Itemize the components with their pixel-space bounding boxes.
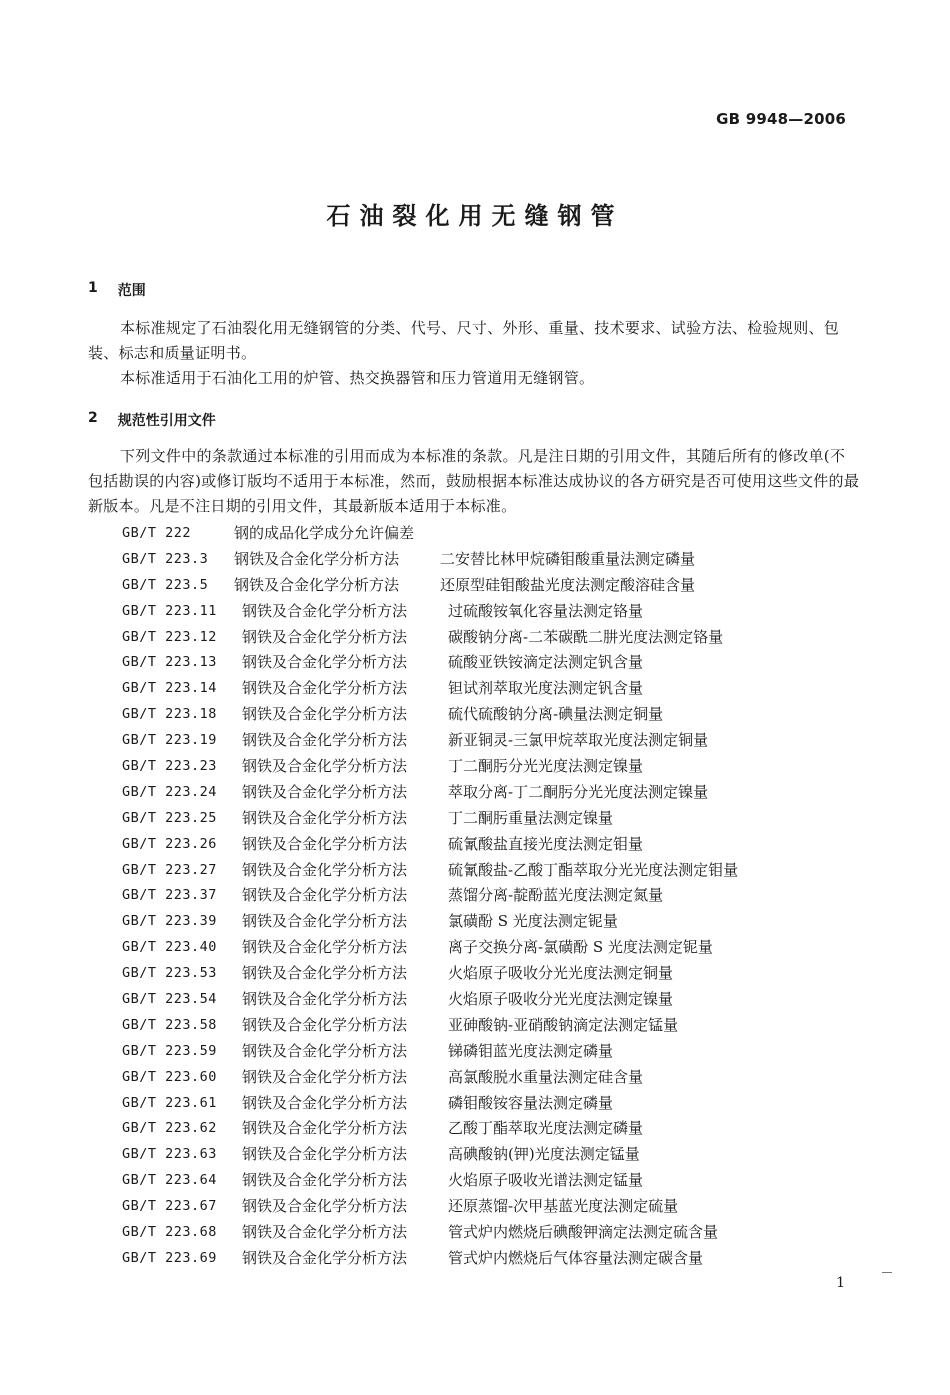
reference-method: 管式炉内燃烧后碘酸钾滴定法测定硫含量 [448,1223,719,1242]
scope-paragraph-2: 本标准适用于石油化工用的炉管、热交换器管和压力管道用无缝钢管。 [120,369,595,387]
reference-series: 钢铁及合金化学分析方法 [242,1067,408,1086]
standard-code: GB 9948—2006 [716,110,846,128]
reference-item [122,1168,738,1194]
reference-series: 钢铁及合金化学分析方法 [242,782,408,801]
reference-series: 钢铁及合金化学分析方法 [242,860,408,879]
reference-item [122,547,738,573]
reference-item [122,573,738,599]
reference-series: 钢铁及合金化学分析方法 [242,601,408,620]
reference-item [122,935,738,961]
reference-code: GB/T 223.23 [122,758,217,775]
reference-code: GB/T 223.19 [122,732,217,749]
reference-code: GB/T 223.64 [122,1172,217,1189]
reference-item [122,909,738,935]
reference-method: 火焰原子吸收分光光度法测定铜量 [448,964,674,983]
reference-method: 二安替比林甲烷磷钼酸重量法测定磷量 [440,549,696,568]
section-title: 规范性引用文件 [117,413,216,429]
reference-series: 钢铁及合金化学分析方法 [242,964,408,983]
reference-code: GB/T 223.60 [122,1068,217,1085]
section-number: 2 [88,410,98,426]
reference-code: GB/T 223.11 [122,602,217,619]
reference-code: GB/T 223.68 [122,1224,217,1241]
reference-method: 过硫酸铵氧化容量法测定铬量 [448,601,644,620]
reference-method: 硫代硫酸钠分离-碘量法测定铜量 [448,705,664,724]
reference-series: 钢铁及合金化学分析方法 [242,757,408,776]
reference-item [122,987,738,1013]
reference-item [122,832,738,858]
reference-series: 钢铁及合金化学分析方法 [242,1171,408,1190]
reference-series: 钢铁及合金化学分析方法 [242,1041,408,1060]
reference-code: GB/T 223.25 [122,809,217,826]
reference-method: 火焰原子吸收光谱法测定锰量 [448,1171,644,1190]
reference-item [122,1091,738,1117]
reference-method: 亚砷酸钠-亚硝酸钠滴定法测定锰量 [448,1015,679,1034]
reference-list [122,521,738,1272]
reference-code: GB/T 223.53 [122,965,217,982]
reference-item [122,676,738,702]
section-title: 范围 [117,283,146,299]
reference-method: 丁二酮肟重量法测定镍量 [448,808,614,827]
reference-code: GB/T 223.67 [122,1198,217,1215]
reference-code: GB/T 222 [122,525,192,541]
reference-item [122,1142,738,1168]
reference-code: GB/T 223.13 [122,654,217,671]
reference-item [122,1039,738,1065]
references-intro: 下列文件中的条款通过本标准的引用而成为本标准的条款。凡是注日期的引用文件，其随后所有的修改单(不包括勘误的内容)或修订版均不适用于本标准，然而，鼓励根据本标准达成协议的各方研究是否可使用这些文件的最新版本。凡是不注日期的引用文件，其最新版本适用于本标准。 [88,447,860,515]
reference-method: 硫氰酸盐-乙酸丁酯萃取分光光度法测定钼量 [448,860,739,879]
section-number: 1 [88,280,98,296]
reference-code: GB/T 223.58 [122,1016,217,1033]
reference-item [122,702,738,728]
reference-code: GB/T 223.63 [122,1146,217,1163]
reference-item [122,858,738,884]
reference-series: 钢铁及合金化学分析方法 [242,834,408,853]
reference-method: 硫酸亚铁铵滴定法测定钒含量 [448,653,644,672]
reference-series: 钢铁及合金化学分析方法 [242,1223,408,1242]
reference-code: GB/T 223.14 [122,680,217,697]
reference-method: 离子交换分离-氯磺酚 S 光度法测定铌量 [448,938,713,957]
reference-series: 钢铁及合金化学分析方法 [242,1248,408,1267]
reference-method: 管式炉内燃烧后气体容量法测定碳含量 [448,1248,704,1267]
reference-series: 钢铁及合金化学分析方法 [234,549,400,568]
reference-code: GB/T 223.3 [122,550,209,567]
reference-item [122,1246,738,1272]
reference-series: 钢铁及合金化学分析方法 [242,1119,408,1138]
reference-series: 钢铁及合金化学分析方法 [242,886,408,905]
scan-mark [882,1272,892,1273]
reference-series: 钢铁及合金化学分析方法 [234,575,400,594]
reference-item [122,780,738,806]
reference-code: GB/T 223.12 [122,628,217,645]
reference-item [122,728,738,754]
reference-method: 火焰原子吸收分光光度法测定镍量 [448,990,674,1009]
scope-paragraph-1: 本标准规定了石油裂化用无缝钢管的分类、代号、尺寸、外形、重量、技术要求、试验方法、检验规则、包装、标志和质量证明书。 [88,319,840,362]
reference-method: 钢的成品化学成分允许偏差 [234,524,415,542]
reference-method: 高碘酸钠(钾)光度法测定锰量 [448,1145,640,1164]
page-number: 1 [836,1275,845,1291]
reference-item [122,1013,738,1039]
reference-code: GB/T 223.40 [122,939,217,956]
reference-series: 钢铁及合金化学分析方法 [242,938,408,957]
reference-series: 钢铁及合金化学分析方法 [242,912,408,931]
reference-method: 还原型硅钼酸盐光度法测定酸溶硅含量 [440,575,696,594]
reference-series: 钢铁及合金化学分析方法 [242,1015,408,1034]
reference-code: GB/T 223.26 [122,835,217,852]
reference-method: 碳酸钠分离-二苯碳酰二肼光度法测定铬量 [448,627,724,646]
reference-code: GB/T 223.54 [122,991,217,1008]
reference-series: 钢铁及合金化学分析方法 [242,679,408,698]
reference-series: 钢铁及合金化学分析方法 [242,990,408,1009]
reference-series: 钢铁及合金化学分析方法 [242,731,408,750]
reference-method: 氯磺酚 S 光度法测定铌量 [448,912,618,931]
reference-code: GB/T 223.27 [122,861,217,878]
reference-item [122,1194,738,1220]
reference-code: GB/T 223.62 [122,1120,217,1137]
reference-method: 硫氰酸盐直接光度法测定钼量 [448,834,644,853]
reference-method: 钽试剂萃取光度法测定钒含量 [448,679,644,698]
reference-item [122,806,738,832]
reference-code: GB/T 223.5 [122,576,209,593]
reference-item [122,1065,738,1091]
reference-series: 钢铁及合金化学分析方法 [242,808,408,827]
reference-item [122,1116,738,1142]
reference-method: 蒸馏分离-靛酚蓝光度法测定氮量 [448,886,664,905]
reference-method: 丁二酮肟分光光度法测定镍量 [448,757,644,776]
reference-code: GB/T 223.61 [122,1094,217,1111]
reference-method: 乙酸丁酯萃取光度法测定磷量 [448,1119,644,1138]
section-heading-references [88,410,216,430]
reference-method: 锑磷钼蓝光度法测定磷量 [448,1041,614,1060]
reference-item [122,521,738,547]
reference-series: 钢铁及合金化学分析方法 [242,705,408,724]
reference-method: 新亚铜灵-三氯甲烷萃取光度法测定铜量 [448,731,709,750]
reference-code: GB/T 223.59 [122,1042,217,1059]
reference-item [122,883,738,909]
reference-method: 还原蒸馏-次甲基蓝光度法测定硫量 [448,1197,679,1216]
reference-item [122,650,738,676]
reference-series: 钢铁及合金化学分析方法 [242,1197,408,1216]
reference-code: GB/T 223.18 [122,706,217,723]
document-title: 石油裂化用无缝钢管 [326,202,624,230]
reference-method: 萃取分离-丁二酮肟分光光度法测定镍量 [448,782,709,801]
reference-item [122,754,738,780]
reference-method: 磷钼酸铵容量法测定磷量 [448,1093,614,1112]
reference-item [122,1220,738,1246]
reference-series: 钢铁及合金化学分析方法 [242,1145,408,1164]
reference-series: 钢铁及合金化学分析方法 [242,627,408,646]
reference-code: GB/T 223.37 [122,887,217,904]
reference-series: 钢铁及合金化学分析方法 [242,653,408,672]
section-heading-scope [88,280,146,300]
reference-item [122,599,738,625]
reference-series: 钢铁及合金化学分析方法 [242,1093,408,1112]
reference-item [122,961,738,987]
reference-code: GB/T 223.69 [122,1249,217,1266]
reference-method: 高氯酸脱水重量法测定硅含量 [448,1067,644,1086]
reference-item [122,625,738,651]
reference-code: GB/T 223.39 [122,913,217,930]
reference-code: GB/T 223.24 [122,783,217,800]
